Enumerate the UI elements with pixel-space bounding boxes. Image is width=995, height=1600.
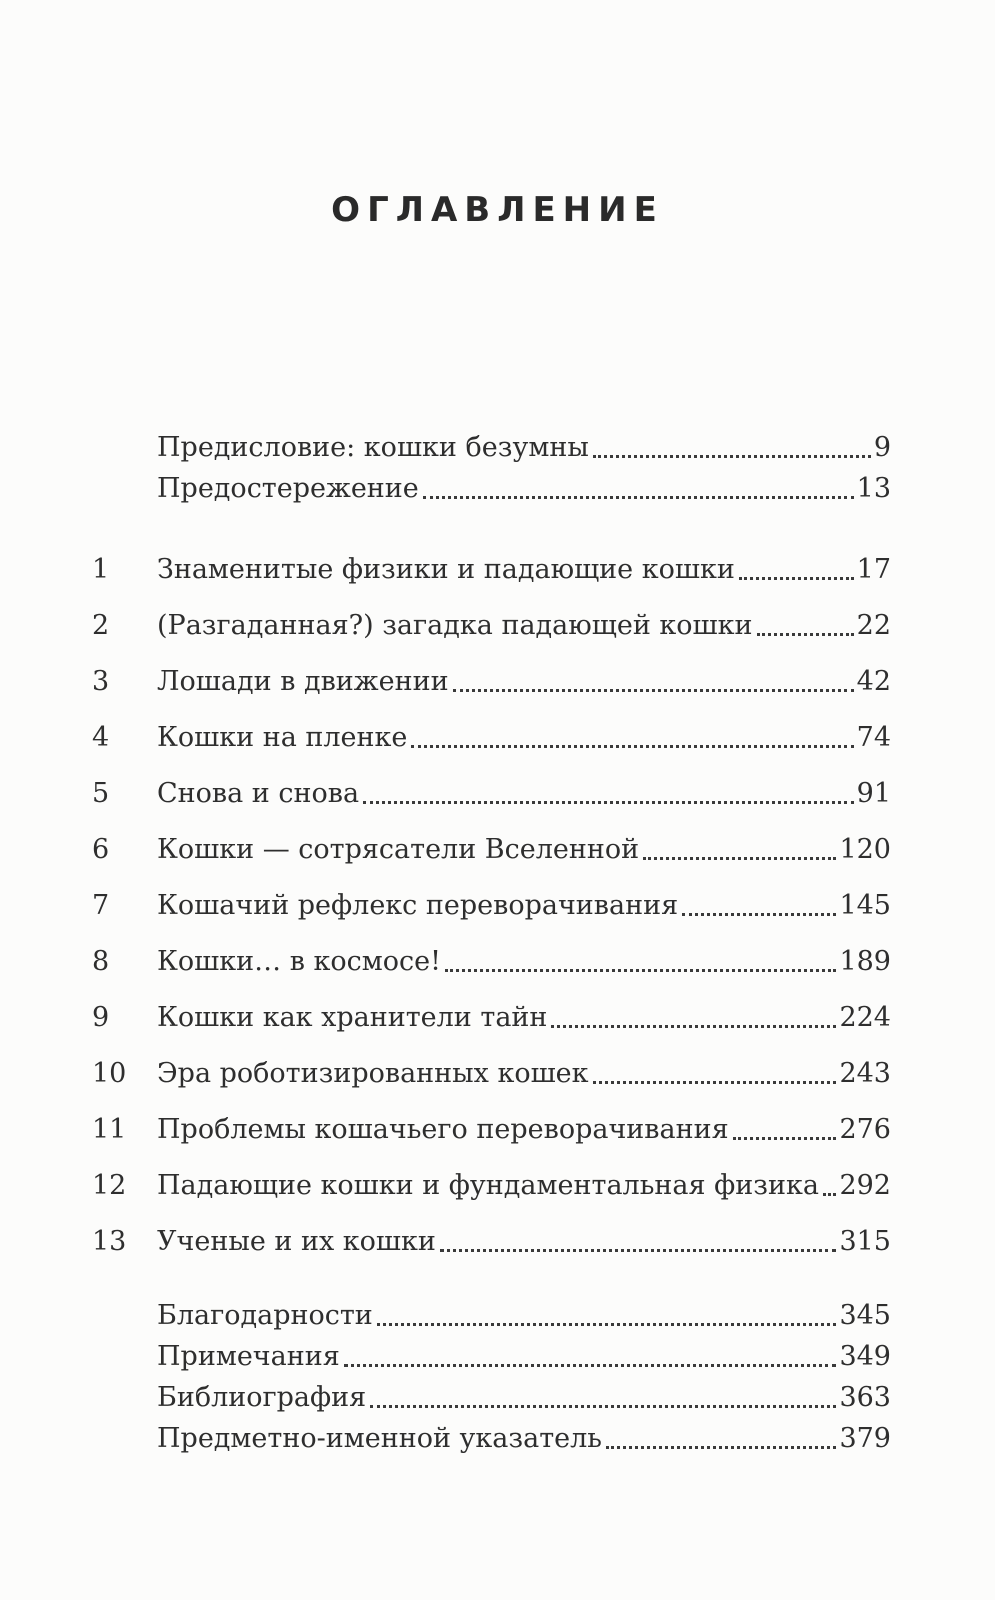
- toc-chapter-entry[interactable]: [0, 1091, 995, 1147]
- dot-leader: [423, 496, 854, 499]
- page-number: 315: [839, 1226, 891, 1257]
- page-number: 74: [856, 722, 891, 753]
- page-number: 363: [839, 1382, 891, 1413]
- dot-leader: [739, 577, 854, 580]
- toc-entry[interactable]: [0, 1415, 995, 1456]
- chapter-number: 9: [92, 1002, 110, 1033]
- toc-chapter-entry[interactable]: [0, 979, 995, 1035]
- dot-leader: [593, 1081, 837, 1084]
- dot-leader: [344, 1364, 837, 1367]
- page-number: 379: [839, 1423, 891, 1454]
- entry-title: Проблемы кошачьего переворачивания: [157, 1114, 729, 1145]
- entry-title: Лошади в движении: [157, 666, 449, 697]
- dot-leader: [440, 1249, 837, 1252]
- dot-leader: [370, 1405, 836, 1408]
- toc-entry[interactable]: [0, 424, 995, 465]
- chapter-number: 4: [92, 722, 110, 753]
- entry-title: Предостережение: [157, 473, 419, 504]
- entry-title: Кошки на пленке: [157, 722, 408, 753]
- toc-chapter-entry[interactable]: [0, 811, 995, 867]
- entry-title: Кошки… в космосе!: [157, 946, 441, 977]
- chapter-number: 1: [92, 554, 110, 585]
- toc-chapter-entry[interactable]: [0, 923, 995, 979]
- page-number: 345: [839, 1300, 891, 1331]
- entry-title: Библиография: [157, 1382, 367, 1413]
- entry-title: Знаменитые физики и падающие кошки: [157, 554, 735, 585]
- dot-leader: [411, 745, 853, 748]
- page-number: 9: [873, 432, 891, 463]
- dot-leader: [733, 1137, 837, 1140]
- entry-title: Эра роботизированных кошек: [157, 1058, 589, 1089]
- chapter-number: 5: [92, 778, 110, 809]
- chapter-number: 8: [92, 946, 110, 977]
- entry-title: Предметно-именной указатель: [157, 1423, 602, 1454]
- chapter-number: 12: [92, 1170, 127, 1201]
- page-number: 243: [839, 1058, 891, 1089]
- entry-title: Ученые и их кошки: [157, 1226, 436, 1257]
- toc-entry[interactable]: [0, 1292, 995, 1333]
- entry-title: Кошки как хранители тайн: [157, 1002, 548, 1033]
- toc-entry[interactable]: [0, 465, 995, 506]
- toc-entry[interactable]: [0, 1333, 995, 1374]
- dot-leader: [682, 913, 836, 916]
- page-number: 91: [856, 778, 891, 809]
- dot-leader: [606, 1446, 836, 1449]
- toc-back-matter: [0, 1292, 995, 1456]
- dot-leader: [643, 857, 836, 860]
- toc-chapter-entry[interactable]: [0, 867, 995, 923]
- toc-chapter-entry[interactable]: [0, 643, 995, 699]
- page-number: 189: [839, 946, 891, 977]
- entry-title: Падающие кошки и фундаментальная физика: [157, 1170, 819, 1201]
- chapter-number: 2: [92, 610, 110, 641]
- dot-leader: [377, 1323, 837, 1326]
- entry-title: Кошачий рефлекс переворачивания: [157, 890, 679, 921]
- dot-leader: [593, 455, 871, 458]
- page-number: 42: [856, 666, 891, 697]
- toc-chapter-entry[interactable]: [0, 1147, 995, 1203]
- dot-leader: [363, 801, 854, 804]
- page-title: ОГЛАВЛЕНИЕ: [331, 190, 664, 230]
- dot-leader: [445, 969, 837, 972]
- page-number: 17: [856, 554, 891, 585]
- chapter-number: 3: [92, 666, 110, 697]
- toc-chapter-entry[interactable]: [0, 755, 995, 811]
- toc-chapter-entry[interactable]: [0, 531, 995, 587]
- toc-chapter-entry[interactable]: [0, 699, 995, 755]
- page-number: 224: [839, 1002, 891, 1033]
- dot-leader: [823, 1193, 837, 1196]
- entry-title: Снова и снова: [157, 778, 360, 809]
- dot-leader: [551, 1025, 836, 1028]
- toc-chapter-entry[interactable]: [0, 587, 995, 643]
- dot-leader: [757, 633, 854, 636]
- chapter-number: 10: [92, 1058, 127, 1089]
- page-number: 120: [839, 834, 891, 865]
- page-number: 22: [856, 610, 891, 641]
- chapter-number: 7: [92, 890, 110, 921]
- chapter-number: 6: [92, 834, 110, 865]
- toc-chapter-entry[interactable]: [0, 1035, 995, 1091]
- chapter-number: 13: [92, 1226, 127, 1257]
- page-number: 292: [839, 1170, 891, 1201]
- chapter-number: 11: [92, 1114, 127, 1145]
- entry-title: (Разгаданная?) загадка падающей кошки: [157, 610, 753, 641]
- toc-entry[interactable]: [0, 1374, 995, 1415]
- entry-title: Кошки — сотрясатели Вселенной: [157, 834, 640, 865]
- entry-title: Предисловие: кошки безумны: [157, 432, 589, 463]
- entry-title: Благодарности: [157, 1300, 373, 1331]
- entry-title: Примечания: [157, 1341, 340, 1372]
- toc-chapters: [0, 531, 995, 1259]
- page-number: 13: [856, 473, 891, 504]
- toc-chapter-entry[interactable]: [0, 1203, 995, 1259]
- dot-leader: [453, 689, 854, 692]
- page-number: 276: [839, 1114, 891, 1145]
- page-number: 349: [839, 1341, 891, 1372]
- toc-front-matter: [0, 424, 995, 506]
- page-number: 145: [839, 890, 891, 921]
